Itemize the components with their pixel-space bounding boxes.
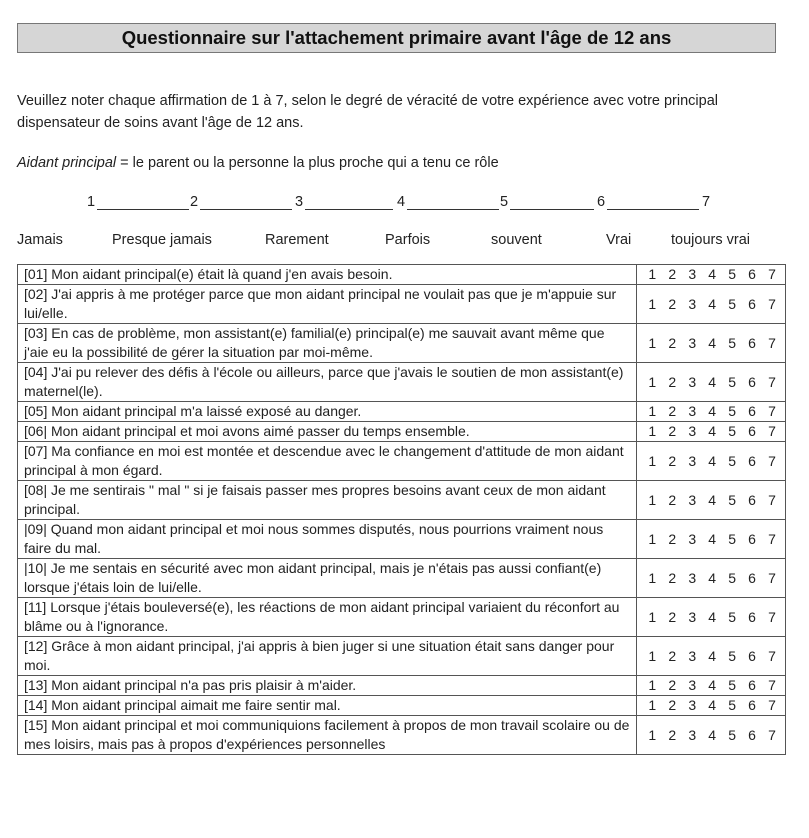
rating-option[interactable]: 3 [688,334,697,351]
table-row [18,637,786,676]
rating-option[interactable]: 5 [728,334,737,351]
scale-underline [510,209,594,210]
rating-option[interactable]: 2 [668,452,677,469]
scale-number: 1 [87,194,96,210]
scale-underline [200,209,292,210]
scale-number: 5 [500,194,509,210]
table-row [18,363,786,402]
rating-option[interactable]: 7 [768,373,776,390]
rating-option[interactable]: 2 [668,491,677,508]
definition-text: = le parent ou la personne la plus proche qui a tenu ce rôle [116,155,499,171]
rating-option[interactable]: 2 [668,569,677,586]
rating-option[interactable]: 6 [748,373,756,390]
rating-option[interactable]: 1 [648,403,657,419]
rating-options [637,598,786,637]
rating-option[interactable]: 4 [708,403,717,419]
rating-option[interactable]: 1 [648,608,657,625]
table-row [18,520,786,559]
rating-option[interactable]: 5 [728,697,737,713]
rating-option[interactable]: 1 [648,697,657,713]
scale-number: 3 [295,194,304,210]
scale-underline [407,209,499,210]
rating-option[interactable]: 1 [648,423,657,439]
statement: [01] Mon aidant principal(e) était là quand j'en avais besoin. [18,265,637,285]
rating-option[interactable]: 1 [648,569,657,586]
rating-option[interactable]: 5 [728,530,737,547]
rating-option[interactable]: 3 [688,491,697,508]
rating-option[interactable]: 3 [688,452,697,469]
rating-option[interactable]: 7 [768,608,776,625]
rating-option[interactable]: 5 [728,677,737,693]
statement: [11] Lorsque j'étais bouleversé(e), les réactions de mon aidant principal variaient du réconfort au blâme ou à l'ignorance. [18,598,637,637]
rating-option[interactable]: 4 [708,334,717,351]
rating-option[interactable]: 7 [768,726,776,743]
statement: [03] En cas de problème, mon assistant(e) familial(e) principal(e) me sauvait avant même que j'aie eu la possibilité de gérer la situation par moi-même. [18,324,637,363]
rating-option[interactable]: 2 [668,373,677,390]
table-row [18,716,786,755]
table-row [18,696,786,716]
rating-option[interactable]: 7 [768,452,776,469]
rating-option[interactable]: 1 [648,295,657,312]
rating-option[interactable]: 6 [748,423,756,439]
statement: [13] Mon aidant principal n'a pas pris plaisir à m'aider. [18,676,637,696]
statement: |09| Quand mon aidant principal et moi nous sommes disputés, nous pourrions vraiment nous faire du mal. [18,520,637,559]
scale-label: souvent [491,232,542,248]
statement: [12] Grâce à mon aidant principal, j'ai appris à bien juger si une situation était sans danger pour moi. [18,637,637,676]
rating-option[interactable]: 6 [748,647,756,664]
scale-number: 7 [702,194,711,210]
rating-option[interactable]: 7 [768,266,776,282]
rating-option[interactable]: 3 [688,697,697,713]
rating-option[interactable]: 5 [728,647,737,664]
statement: [05] Mon aidant principal m'a laissé exposé au danger. [18,402,637,422]
rating-options [637,696,786,716]
rating-option[interactable]: 1 [648,373,657,390]
scale-label: Presque jamais [112,232,212,248]
caregiver-definition [17,155,499,171]
statement: |10| Je me sentais en sécurité avec mon aidant principal, mais je n'étais pas aussi confiant(e) lorsque j'étais loin de lui/elle. [18,559,637,598]
rating-option[interactable]: 4 [708,608,717,625]
scale-label: Vrai [606,232,632,248]
rating-option[interactable]: 6 [748,677,756,693]
rating-option[interactable]: 1 [648,452,657,469]
rating-option[interactable]: 2 [668,295,677,312]
rating-options [637,559,786,598]
rating-option[interactable]: 6 [748,266,756,282]
rating-option[interactable]: 2 [668,608,677,625]
rating-option[interactable]: 3 [688,677,697,693]
rating-option[interactable]: 3 [688,530,697,547]
rating-option[interactable]: 7 [768,491,776,508]
rating-option[interactable]: 7 [768,677,776,693]
scale-underline [607,209,699,210]
rating-option[interactable]: 7 [768,697,776,713]
rating-option[interactable]: 2 [668,334,677,351]
rating-option[interactable]: 7 [768,295,776,312]
statement: [06| Mon aidant principal et moi avons aimé passer du temps ensemble. [18,422,637,442]
rating-option[interactable]: 6 [748,334,756,351]
rating-option[interactable]: 3 [688,373,697,390]
table-row [18,442,786,481]
rating-option[interactable]: 5 [728,403,737,419]
rating-option[interactable]: 4 [708,266,717,282]
rating-option[interactable]: 7 [768,530,776,547]
rating-option[interactable]: 3 [688,569,697,586]
rating-option[interactable]: 2 [668,530,677,547]
rating-option[interactable]: 4 [708,677,717,693]
rating-option[interactable]: 7 [768,647,776,664]
rating-options [637,285,786,324]
table-row [18,676,786,696]
rating-option[interactable]: 3 [688,608,697,625]
rating-option[interactable]: 4 [708,423,717,439]
table-row [18,402,786,422]
rating-option[interactable]: 5 [728,373,737,390]
rating-option[interactable]: 2 [668,697,677,713]
rating-option[interactable]: 4 [708,452,717,469]
rating-options [637,422,786,442]
table-row [18,481,786,520]
table-row [18,324,786,363]
rating-option[interactable]: 5 [728,569,737,586]
rating-option[interactable]: 4 [708,530,717,547]
rating-option[interactable]: 6 [748,491,756,508]
scale-label: Parfois [385,232,431,248]
rating-option[interactable]: 2 [668,647,677,664]
rating-option[interactable]: 1 [648,726,657,743]
rating-options [637,363,786,402]
rating-options [637,676,786,696]
rating-option[interactable]: 1 [648,266,657,282]
rating-option[interactable]: 6 [748,403,756,419]
rating-option[interactable]: 3 [688,403,697,419]
rating-option[interactable]: 4 [708,647,717,664]
rating-option[interactable]: 4 [708,295,717,312]
rating-option[interactable]: 6 [748,697,756,713]
scale-numbers [0,194,809,214]
scale-number: 6 [597,194,606,210]
rating-option[interactable]: 3 [688,266,697,282]
rating-option[interactable]: 2 [668,266,677,282]
rating-option[interactable]: 1 [648,491,657,508]
rating-option[interactable]: 3 [688,423,697,439]
statement: [08| Je me sentirais " mal " si je faisais passer mes propres besoins avant ceux de mon aidant principal. [18,481,637,520]
definition-term: Aidant principal [17,155,117,171]
statement: [04] J'ai pu relever des défis à l'école ou ailleurs, parce que j'avais le soutien de mon assistant(e) maternel(le). [18,363,637,402]
rating-option[interactable]: 1 [648,647,657,664]
rating-option[interactable]: 2 [668,403,677,419]
rating-options [637,637,786,676]
rating-option[interactable]: 5 [728,423,737,439]
table-row [18,265,786,285]
rating-option[interactable]: 7 [768,569,776,586]
rating-option[interactable]: 1 [648,677,657,693]
rating-option[interactable]: 4 [708,373,717,390]
statement: [02] J'ai appris à me protéger parce que mon aidant principal ne voulait pas que je m'appuie sur lui/elle. [18,285,637,324]
rating-option[interactable]: 6 [748,295,756,312]
rating-option[interactable]: 6 [748,530,756,547]
rating-option[interactable]: 5 [728,452,737,469]
scale-number: 2 [190,194,199,210]
scale-underline [305,209,393,210]
rating-option[interactable]: 5 [728,608,737,625]
rating-option[interactable]: 4 [708,726,717,743]
rating-option[interactable]: 2 [668,423,677,439]
table-row [18,422,786,442]
rating-option[interactable]: 5 [728,491,737,508]
rating-options [637,324,786,363]
table-row [18,598,786,637]
rating-options [637,442,786,481]
rating-option[interactable]: 6 [748,452,756,469]
rating-option[interactable]: 5 [728,295,737,312]
rating-option[interactable]: 6 [748,726,756,743]
scale-label: Rarement [265,232,329,248]
rating-options [637,402,786,422]
statement: [14] Mon aidant principal aimait me faire sentir mal. [18,696,637,716]
rating-option[interactable]: 2 [668,677,677,693]
statement: [15] Mon aidant principal et moi communiquions facilement à propos de mon travail scolaire ou de mes loisirs, mais pas à propos d'expériences personnelles [18,716,637,755]
scale-label: Jamais [17,232,63,248]
rating-option[interactable]: 7 [768,334,776,351]
rating-option[interactable]: 7 [768,423,776,439]
scale-number: 4 [397,194,406,210]
rating-option[interactable]: 6 [748,569,756,586]
rating-options [637,481,786,520]
scale-underline [97,209,189,210]
questionnaire-table [17,264,786,755]
rating-option[interactable]: 5 [728,266,737,282]
questionnaire-title: Questionnaire sur l'attachement primaire avant l'âge de 12 ans [17,23,776,53]
table-row [18,559,786,598]
rating-option[interactable]: 4 [708,491,717,508]
rating-options [637,520,786,559]
rating-options [637,265,786,285]
rating-option[interactable]: 7 [768,403,776,419]
rating-option[interactable]: 4 [708,697,717,713]
rating-option[interactable]: 1 [648,334,657,351]
statement: [07] Ma confiance en moi est montée et descendue avec le changement d'attitude de mon aidant principal à mon égard. [18,442,637,481]
rating-options [637,716,786,755]
instructions: Veuillez noter chaque affirmation de 1 à 7, selon le degré de véracité de votre expérience avec votre principal dispensateur de soins avant l'âge de 12 ans. [17,93,718,131]
table-row [18,285,786,324]
rating-option[interactable]: 6 [748,608,756,625]
scale-labels [0,232,809,252]
rating-option[interactable]: 1 [648,530,657,547]
scale-label: toujours vrai [671,232,750,248]
rating-option[interactable]: 5 [728,726,737,743]
rating-option[interactable]: 4 [708,569,717,586]
rating-option[interactable]: 3 [688,647,697,664]
rating-option[interactable]: 3 [688,295,697,312]
rating-option[interactable]: 2 [668,726,677,743]
rating-option[interactable]: 3 [688,726,697,743]
